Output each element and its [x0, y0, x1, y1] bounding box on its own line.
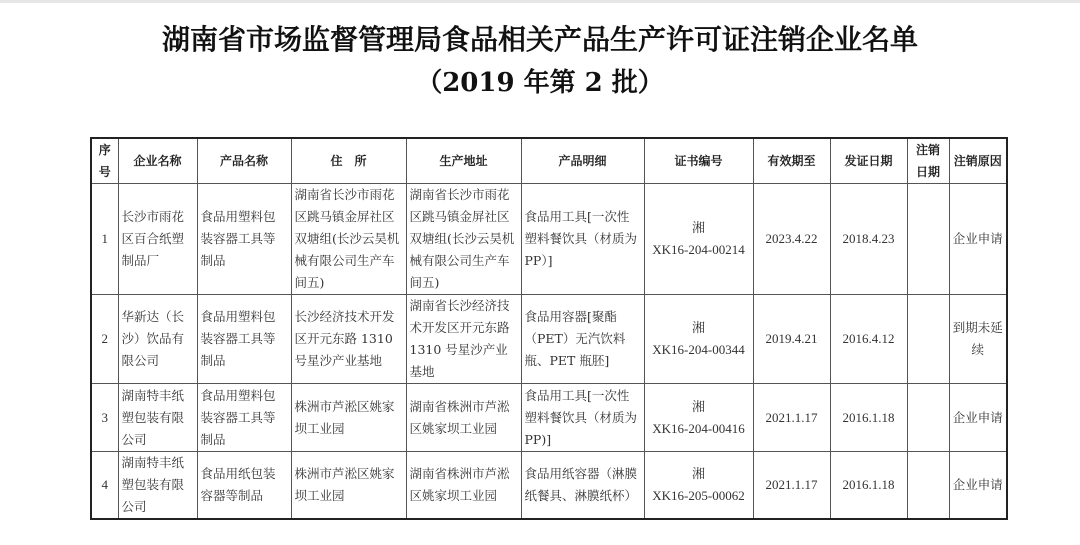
cell-valid-until: 2021.1.17 [753, 452, 830, 520]
header-issue-date: 发证日期 [830, 138, 907, 184]
cell-residence: 株洲市芦淞区姚家坝工业园 [291, 452, 406, 520]
cell-residence: 长沙经济技术开发区开元东路 1310 号星沙产业基地 [291, 295, 406, 384]
top-border [0, 0, 1080, 3]
cell-valid-until: 2023.4.22 [753, 184, 830, 295]
header-production-address: 生产地址 [406, 138, 521, 184]
cell-residence: 湖南省长沙市雨花区跳马镇金屏社区双塘组(长沙云昊机械有限公司生产车间五) [291, 184, 406, 295]
cell-product-detail: 食品用容器[聚酯（PET）无汽饮料瓶、PET 瓶胚] [521, 295, 644, 384]
cell-production-address: 湖南省株洲市芦淞区姚家坝工业园 [406, 384, 521, 452]
cert-number: XK16-204-00416 [652, 420, 745, 436]
cell-company: 湖南特丰纸塑包装有限公司 [118, 384, 197, 452]
cell-seq: 3 [91, 384, 118, 452]
document-title: 湖南省市场监督管理局食品相关产品生产许可证注销企业名单 [161, 23, 918, 56]
cell-seq: 2 [91, 295, 118, 384]
cert-number: XK16-205-00062 [652, 488, 745, 503]
table-row [91, 384, 1007, 452]
cell-product: 食品用塑料包装容器工具等制品 [197, 295, 291, 384]
cell-cancel-date [907, 384, 949, 452]
cell-product: 食品用塑料包装容器工具等制品 [197, 184, 291, 295]
cell-cert-no [644, 384, 753, 452]
cell-cancel-date [907, 184, 949, 295]
header-company: 企业名称 [118, 138, 197, 184]
cell-cert-no [644, 452, 753, 520]
cell-issue-date: 2016.1.18 [830, 384, 907, 452]
document-subtitle: （2019 年第 2 批） [416, 68, 664, 98]
cell-cancel-reason: 企业申请 [949, 384, 1007, 452]
header-valid-until: 有效期至 [753, 138, 830, 184]
cancellation-table [90, 137, 1008, 520]
cell-company: 长沙市雨花区百合纸塑制品厂 [118, 184, 197, 295]
cert-prefix: 湘 [691, 220, 705, 235]
header-cancel-reason: 注销原因 [949, 138, 1007, 184]
cell-product-detail: 食品用工具[一次性塑料餐饮具（材质为PP)] [521, 384, 644, 452]
header-product-detail: 产品明细 [521, 138, 644, 184]
cert-number: XK16-204-00214 [652, 242, 745, 257]
cell-cancel-reason: 企业申请 [949, 452, 1007, 520]
cell-company: 华新达（长沙）饮品有限公司 [118, 295, 197, 384]
header-cert-no: 证书编号 [644, 138, 753, 184]
header-product: 产品名称 [197, 138, 291, 184]
cell-production-address: 湖南省长沙市雨花区跳马镇金屏社区双塘组(长沙云昊机械有限公司生产车间五) [406, 184, 521, 295]
cert-number: XK16-204-00344 [652, 342, 745, 357]
cell-production-address: 湖南省长沙经济技术开发区开元东路 1310 号星沙产业基地 [406, 295, 521, 384]
table-row [91, 452, 1007, 520]
cell-issue-date: 2018.4.23 [830, 184, 907, 295]
cell-cancel-reason: 企业申请 [949, 184, 1007, 295]
cell-issue-date: 2016.4.12 [830, 295, 907, 384]
table-header-row [91, 138, 1007, 184]
cell-product-detail: 食品用纸容器（淋膜纸餐具、淋膜纸杯） [521, 452, 644, 520]
cell-cert-no [644, 295, 753, 384]
cell-product: 食品用塑料包装容器工具等制品 [197, 384, 291, 452]
cell-issue-date: 2016.1.18 [830, 452, 907, 520]
cell-product-detail: 食品用工具[一次性塑料餐饮具（材质为PP）] [521, 184, 644, 295]
cert-prefix: 湘 [691, 320, 705, 335]
cell-company: 湖南特丰纸塑包装有限公司 [118, 452, 197, 520]
cell-seq: 4 [91, 452, 118, 520]
cell-production-address: 湖南省株洲市芦淞区姚家坝工业园 [406, 452, 521, 520]
header-seq: 序号 [91, 138, 118, 184]
cell-seq: 1 [91, 184, 118, 295]
cert-prefix: 湘 [691, 398, 705, 414]
header-residence: 住 所 [291, 138, 406, 184]
cell-cancel-date [907, 452, 949, 520]
table-row [91, 295, 1007, 384]
cell-cancel-reason: 到期未延续 [949, 295, 1007, 384]
cert-prefix: 湘 [691, 466, 705, 481]
header-cancel-date: 注销日期 [907, 138, 949, 184]
cell-cert-no [644, 184, 753, 295]
cell-residence: 株洲市芦淞区姚家坝工业园 [291, 384, 406, 452]
cell-valid-until: 2019.4.21 [753, 295, 830, 384]
cell-cancel-date [907, 295, 949, 384]
table-row [91, 184, 1007, 295]
cell-valid-until: 2021.1.17 [753, 384, 830, 452]
cell-product: 食品用纸包装容器等制品 [197, 452, 291, 520]
